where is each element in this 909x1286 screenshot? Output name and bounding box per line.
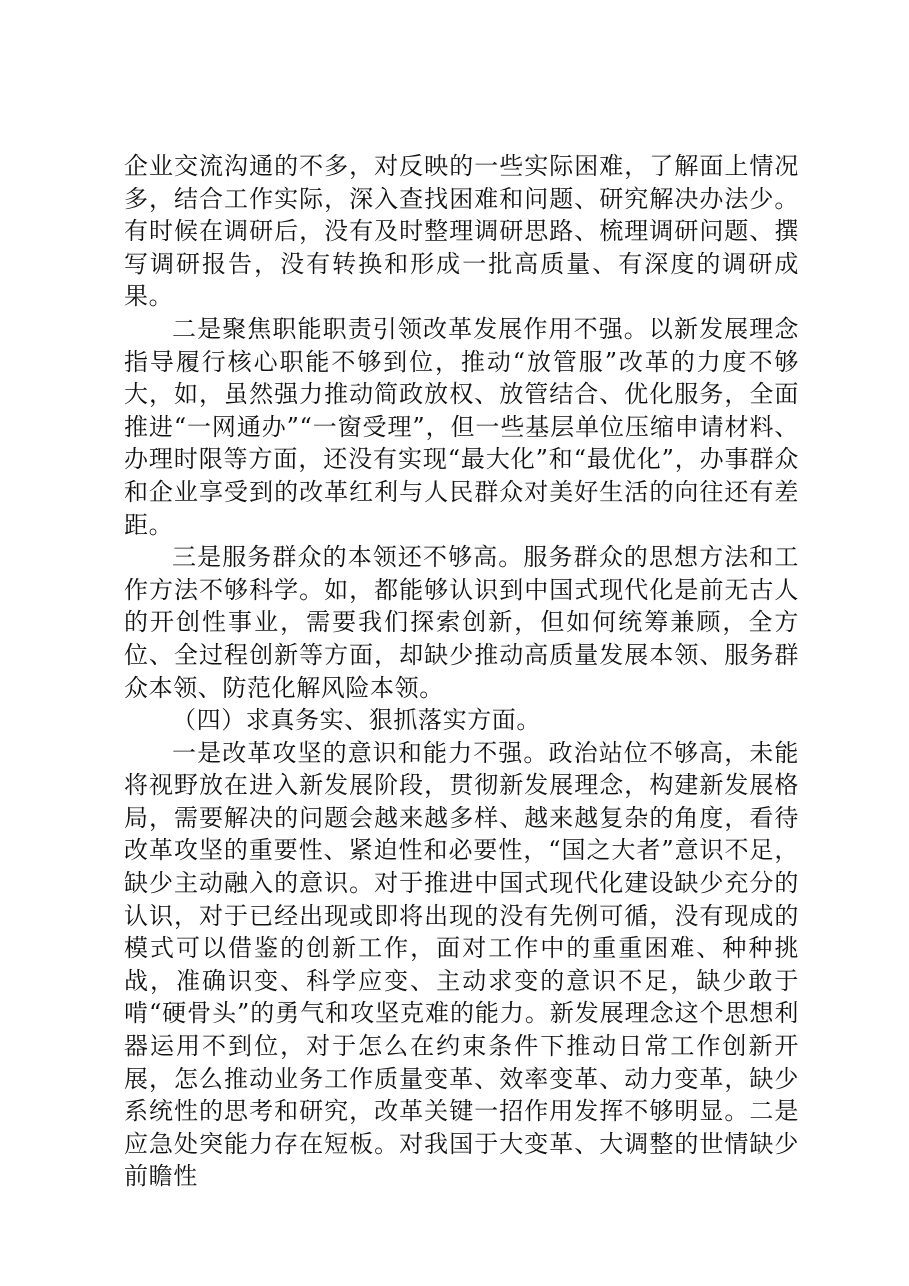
paragraph-point-one: 一是改革攻坚的意识和能力不强。政治站位不够高，未能将视野放在进入新发展阶段，贯彻新发展理念，构建新发展格局，需要解决的问题会越来越多样、越来越复杂的角度，看待改革攻坚的重要性、紧迫性和必要性，“国之大者”意识不足，缺少主动融入的意识。对于推进中国式现代化建设缺少充分的认识，对于已经出现或即将出现的没有先例可循，没有现成的模式可以借鉴的创新工作，面对工作中的重重困难、种种挑战，准确识变、科学应变、主动求变的意识不足，缺少敢于啃“硬骨头”的勇气和攻坚克难的能力。新发展理念这个思想利器运用不到位，对于怎么在约束条件下推动日常工作创新开展，怎么推动业务工作质量变革、效率变革、动力变革，缺少系统性的思考和研究，改革关键一招作用发挥不够明显。二是应急处突能力存在短板。对我国于大变革、大调整的世情缺少前瞻性	[124, 738, 799, 1191]
section-heading: （四）求真务实、狠抓落实方面。	[172, 706, 541, 735]
paragraph-point-three: 三是服务群众的本领还不够高。服务群众的思想方法和工作方法不够科学。如，都能够认识到中国式现代化是前无古人的开创性事业，需要我们探索创新，但如何统筹兼顾，全方位、全过程创新等方面，却缺少推动高质量发展本领、服务群众本领、防范化解风险本领。	[124, 543, 799, 702]
document-body	[124, 150, 799, 1193]
paragraph-continuation: 企业交流沟通的不多，对反映的一些实际困难，了解面上情况多，结合工作实际，深入查找困难和问题、研究解决办法少。有时候在调研后，没有及时整理调研思路、梳理调研问题、撰写调研报告，没有转换和形成一批高质量、有深度的调研成果。	[124, 152, 799, 311]
paragraph-point-two: 二是聚焦职能职责引领改革发展作用不强。以新发展理念指导履行核心职能不够到位，推动“放管服”改革的力度不够大，如，虽然强力推动简政放权、放管结合、优化服务，全面推进“一网通办”“一窗受理”，但一些基层单位压缩申请材料、办理时限等方面，还没有实现“最大化”和“最优化”，办事群众和企业享受到的改革红利与人民群众对美好生活的向往还有差距。	[124, 314, 799, 539]
